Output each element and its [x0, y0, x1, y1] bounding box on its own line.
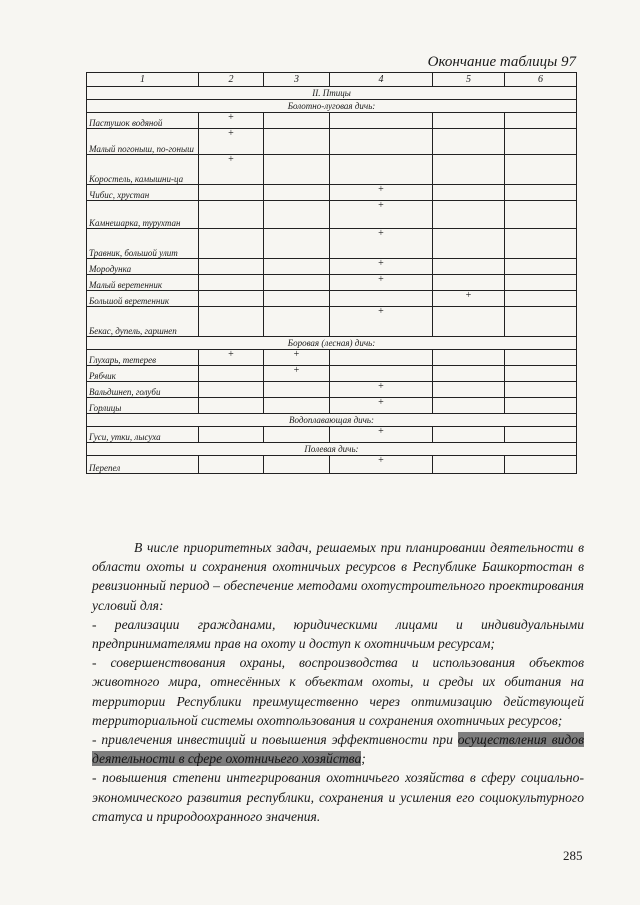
table-row — [87, 382, 577, 398]
table-row — [87, 427, 577, 443]
list-item — [92, 730, 584, 768]
mark-cell — [264, 201, 330, 229]
mark-cell — [264, 307, 330, 337]
mark-cell — [330, 366, 433, 382]
species-table — [86, 72, 577, 474]
mark-cell — [264, 427, 330, 443]
mark-cell: + — [330, 456, 433, 474]
mark-cell — [433, 307, 505, 337]
mark-cell — [505, 456, 577, 474]
species-name-cell: Гуси, утки, лысуха — [87, 427, 199, 443]
mark-cell — [264, 259, 330, 275]
mark-cell — [264, 129, 330, 155]
column-header: 3 — [264, 73, 330, 87]
mark-cell — [505, 113, 577, 129]
paragraph-intro: В числе приоритетных задач, решаемых при планировании деятельности в области охоты и сохранения охотничьих ресурсов в Республике Башкортостан в ревизионный период – обеспечение методами охотустроительного проектирования условий для: — [92, 540, 584, 613]
mark-cell: + — [199, 113, 264, 129]
column-header: 2 — [199, 73, 264, 87]
mark-cell — [433, 259, 505, 275]
mark-cell: + — [433, 291, 505, 307]
mark-cell — [433, 113, 505, 129]
mark-cell: + — [199, 350, 264, 366]
table-row — [87, 275, 577, 291]
mark-cell — [433, 275, 505, 291]
mark-cell — [199, 275, 264, 291]
group-title: Водоплавающая дичь: — [87, 414, 577, 427]
mark-cell — [505, 398, 577, 414]
mark-cell: + — [199, 129, 264, 155]
mark-cell — [199, 201, 264, 229]
highlighted-text: осуществления видов деятельности в сфере охотничьего хозяйства — [92, 732, 584, 767]
mark-cell — [264, 398, 330, 414]
item-text: - привлечения инвестиций и повышения эффективности при — [92, 732, 458, 748]
section-row — [87, 87, 577, 100]
mark-cell — [330, 155, 433, 185]
column-header: 5 — [433, 73, 505, 87]
mark-cell — [199, 185, 264, 201]
mark-cell — [264, 275, 330, 291]
mark-cell: + — [330, 427, 433, 443]
mark-cell — [433, 229, 505, 259]
species-name-cell: Мородунка — [87, 259, 199, 275]
mark-cell — [433, 185, 505, 201]
mark-cell — [505, 382, 577, 398]
table-row — [87, 229, 577, 259]
species-name-cell: Вальдшнеп, голуби — [87, 382, 199, 398]
mark-cell — [505, 201, 577, 229]
mark-cell — [264, 382, 330, 398]
mark-cell — [505, 350, 577, 366]
species-name-cell: Большой веретенник — [87, 291, 199, 307]
species-name-cell: Малый погоныш, по-гоныш — [87, 129, 199, 155]
species-name-cell: Камнешарка, турухтан — [87, 201, 199, 229]
species-name-cell: Рябчик — [87, 366, 199, 382]
table-row — [87, 185, 577, 201]
header-row — [87, 73, 577, 87]
table-row — [87, 155, 577, 185]
table-row — [87, 113, 577, 129]
page-number: 285 — [563, 848, 583, 863]
mark-cell: + — [264, 366, 330, 382]
mark-cell — [433, 155, 505, 185]
group-row — [87, 414, 577, 427]
column-header: 6 — [505, 73, 577, 87]
list-item: - совершенствования охраны, воспроизводства и использования объектов животного мира, отнесённых к объектам охоты, и среды их обитания на территории Республики преимущественно через оптимизацию действующей территориальной системы охотпользования и сохранения охотничьих ресурсов; — [92, 655, 584, 728]
table-row — [87, 129, 577, 155]
table-row — [87, 201, 577, 229]
mark-cell — [199, 229, 264, 259]
table-row — [87, 291, 577, 307]
table-row — [87, 456, 577, 474]
mark-cell — [330, 350, 433, 366]
species-name-cell: Коростель, камышни-ца — [87, 155, 199, 185]
mark-cell — [199, 398, 264, 414]
species-name-cell: Пастушок водяной — [87, 113, 199, 129]
mark-cell — [433, 398, 505, 414]
body-text — [92, 538, 584, 826]
mark-cell: + — [330, 275, 433, 291]
mark-cell — [330, 113, 433, 129]
table-row — [87, 366, 577, 382]
group-title: Полевая дичь: — [87, 443, 577, 456]
mark-cell — [199, 382, 264, 398]
mark-cell: + — [330, 307, 433, 337]
mark-cell — [264, 185, 330, 201]
mark-cell — [199, 259, 264, 275]
item-text: ; — [361, 751, 366, 767]
mark-cell — [505, 129, 577, 155]
species-name-cell: Чибис, хрустан — [87, 185, 199, 201]
mark-cell — [264, 456, 330, 474]
mark-cell — [505, 275, 577, 291]
species-name-cell: Бекас, дупель, гаршнеп — [87, 307, 199, 337]
list-item: - повышения степени интегрирования охотничьего хозяйства в сферу социально-экономического развития республики, сохранения и усиления его социокультурного статуса и природоохранного значения. — [92, 770, 584, 824]
mark-cell — [505, 229, 577, 259]
mark-cell — [433, 382, 505, 398]
list-item: - реализации гражданами, юридическими лицами и индивидуальными предпринимателями прав на охоту и доступ к охотничьим ресурсам; — [92, 616, 584, 652]
mark-cell: + — [330, 201, 433, 229]
group-row — [87, 337, 577, 350]
mark-cell — [264, 229, 330, 259]
table-caption: Окончание таблицы 97 — [427, 54, 576, 70]
mark-cell — [264, 113, 330, 129]
species-name-cell: Травник, большой улит — [87, 229, 199, 259]
table-row — [87, 398, 577, 414]
mark-cell: + — [264, 350, 330, 366]
table-row — [87, 259, 577, 275]
species-name-cell: Горлицы — [87, 398, 199, 414]
table-row — [87, 350, 577, 366]
mark-cell — [505, 366, 577, 382]
mark-cell — [330, 129, 433, 155]
mark-cell: + — [199, 155, 264, 185]
mark-cell — [199, 307, 264, 337]
group-title: Боровая (лесная) дичь: — [87, 337, 577, 350]
section-title: II. Птицы — [87, 87, 577, 100]
mark-cell — [199, 456, 264, 474]
mark-cell — [433, 129, 505, 155]
mark-cell — [505, 427, 577, 443]
table-row — [87, 307, 577, 337]
mark-cell: + — [330, 259, 433, 275]
mark-cell: + — [330, 185, 433, 201]
mark-cell: + — [330, 382, 433, 398]
mark-cell — [264, 291, 330, 307]
mark-cell — [433, 456, 505, 474]
mark-cell — [433, 350, 505, 366]
mark-cell — [199, 427, 264, 443]
mark-cell — [505, 307, 577, 337]
mark-cell: + — [330, 229, 433, 259]
group-title: Болотно-луговая дичь: — [87, 100, 577, 113]
mark-cell — [433, 366, 505, 382]
mark-cell — [264, 155, 330, 185]
species-name-cell: Перепел — [87, 456, 199, 474]
mark-cell — [330, 291, 433, 307]
mark-cell — [433, 201, 505, 229]
mark-cell — [505, 259, 577, 275]
species-name-cell: Глухарь, тетерев — [87, 350, 199, 366]
mark-cell — [433, 427, 505, 443]
column-header: 1 — [87, 73, 199, 87]
mark-cell — [505, 291, 577, 307]
mark-cell: + — [330, 398, 433, 414]
mark-cell — [505, 155, 577, 185]
column-header: 4 — [330, 73, 433, 87]
mark-cell — [199, 291, 264, 307]
mark-cell — [199, 366, 264, 382]
group-row — [87, 443, 577, 456]
group-row — [87, 100, 577, 113]
mark-cell — [505, 185, 577, 201]
species-name-cell: Малый веретенник — [87, 275, 199, 291]
